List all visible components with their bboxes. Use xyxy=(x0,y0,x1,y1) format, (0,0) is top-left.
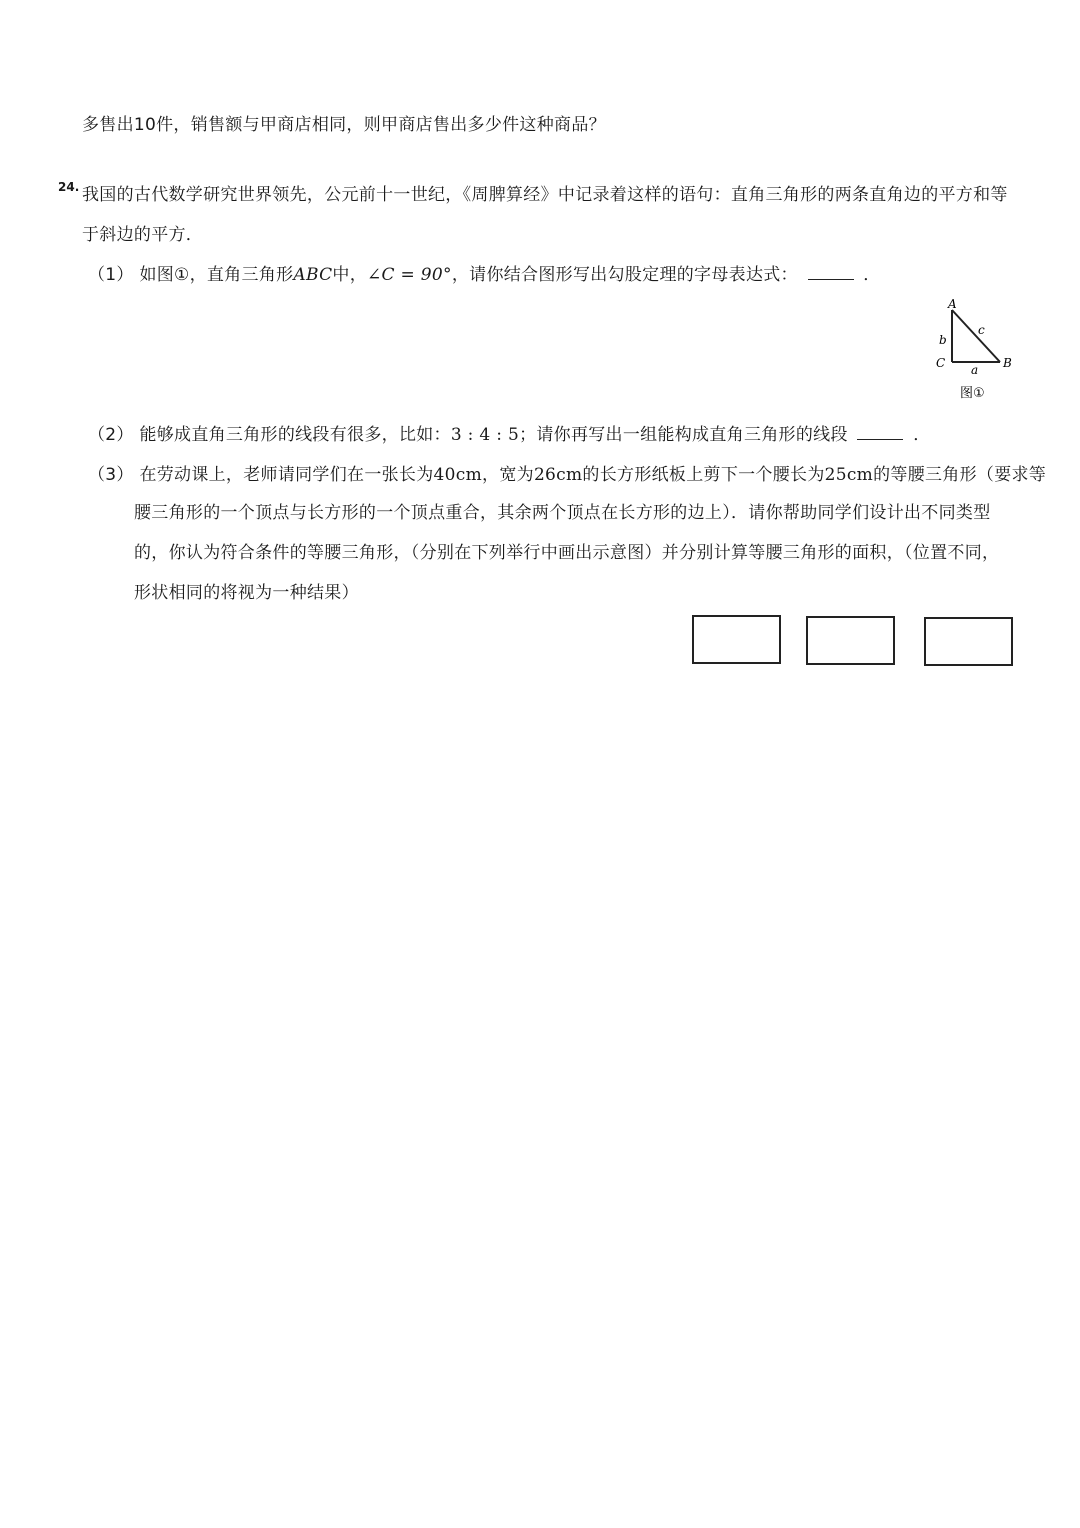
answer-rectangle-1[interactable] xyxy=(692,615,781,664)
part1-label: （1） xyxy=(88,265,134,285)
part2-line xyxy=(88,420,931,445)
part3-line1-c: 的长方形纸板上剪下一个腰长为 xyxy=(582,465,825,485)
part3-line4: 形状相同的将视为一种结果） xyxy=(134,583,359,603)
part3-width: 26cm xyxy=(533,465,583,485)
part3-line2: 腰三角形的一个顶点与长方形的一个顶点重合，其余两个顶点在长方形的边上）．请你帮助同学们设计出不同类型 xyxy=(134,503,991,523)
right-triangle-figure xyxy=(930,290,1030,405)
figure-caption: 图① xyxy=(960,386,985,401)
side-c-label: c xyxy=(978,323,985,337)
part2-end: ． xyxy=(913,425,931,445)
part1-text-a: 如图①，直角三角形 xyxy=(139,265,294,285)
question-number: 24. xyxy=(58,180,80,194)
part3-line3: 的，你认为符合条件的等腰三角形，（分别在下列举行中画出示意图）并分别计算等腰三角形的面积，（位置不同， xyxy=(134,543,1000,563)
part3-line1 xyxy=(88,460,1046,485)
part2-answer-blank[interactable] xyxy=(857,425,903,440)
triangle-side-c xyxy=(952,310,1000,362)
part1-text-b: 中， xyxy=(332,265,367,285)
part1-math-abc: ABC xyxy=(293,265,333,285)
part2-text-b: ；请你再写出一组能构成直角三角形的线段 xyxy=(519,425,848,445)
side-b-label: b xyxy=(939,333,947,347)
question-stem-line1: 我国的古代数学研究世界领先，公元前十一世纪，《周脾算经》中记录着这样的语句：直角三角形的两条直角边的平方和等 xyxy=(82,185,1008,205)
answer-rectangle-3[interactable] xyxy=(924,617,1013,666)
part3-length: 40cm xyxy=(433,465,483,485)
part2-text: 能够成直角三角形的线段有很多，比如： xyxy=(139,425,451,445)
part1-text-c: ，请你结合图形写出勾股定理的字母表达式： xyxy=(451,265,798,285)
prev-question-tail: 多售出10件，销售额与甲商店相同，则甲商店售出多少件这种商品？ xyxy=(82,115,606,135)
part2-label: （2） xyxy=(88,425,134,445)
side-a-label: a xyxy=(971,363,979,377)
part3-leg: 25cm xyxy=(824,465,874,485)
answer-rectangle-2[interactable] xyxy=(806,616,895,665)
vertex-c-label: C xyxy=(936,356,946,370)
vertex-b-label: B xyxy=(1003,356,1012,370)
part1-end: ． xyxy=(863,265,881,285)
part3-label: （3） xyxy=(88,465,134,485)
part1-line xyxy=(88,260,881,285)
question-stem-line2: 于斜边的平方． xyxy=(82,225,204,245)
part1-math-angle: ∠C = 90° xyxy=(367,265,452,285)
vertex-a-label: A xyxy=(948,297,957,311)
part3-line1-d: 的等腰三角形（要求等 xyxy=(873,465,1047,485)
part3-line1-a: 在劳动课上，老师请同学们在一张长为 xyxy=(139,465,434,485)
part3-line1-b: ，宽为 xyxy=(482,465,534,485)
part2-ratio: 3 : 4 : 5 xyxy=(450,425,520,445)
part1-answer-blank[interactable] xyxy=(808,265,854,280)
